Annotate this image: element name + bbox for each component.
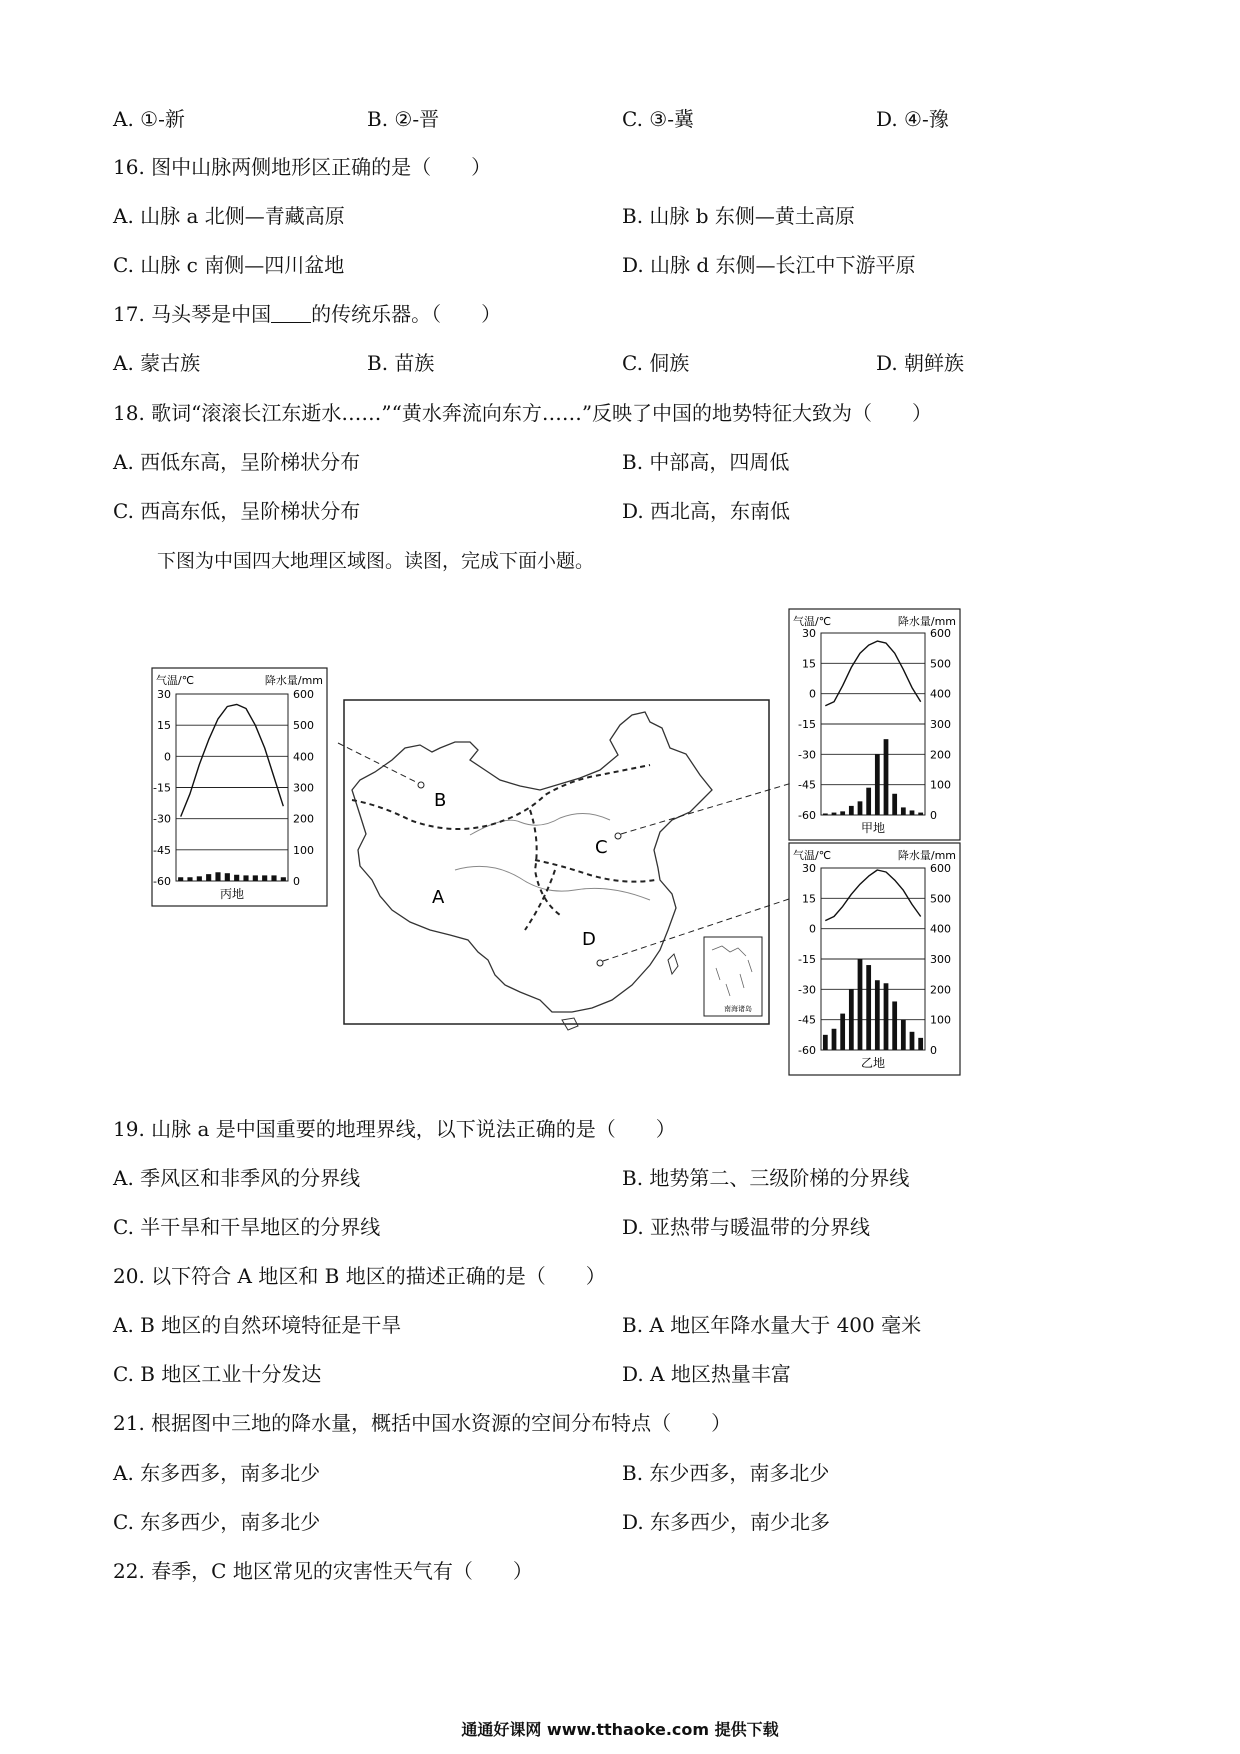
precip-tick-label: 500 <box>293 719 314 733</box>
temp-tick-label: 30 <box>802 862 816 875</box>
precip-bar <box>858 959 863 1050</box>
leader-line-jia <box>621 783 792 834</box>
temp-tick-label: -30 <box>153 812 171 826</box>
leader-line-bing <box>338 743 418 783</box>
temp-tick-label: 15 <box>157 719 171 733</box>
region-label-d: D <box>582 929 596 950</box>
precip-bar <box>910 810 915 815</box>
precip-bar <box>866 965 871 1050</box>
precip-bar <box>892 1001 897 1050</box>
temp-tick-label: 0 <box>809 687 816 701</box>
q17-stem-end: 的传统乐器。（ ） <box>311 302 502 326</box>
precip-bar <box>234 875 239 881</box>
q18-option-a: A. 西低东高，呈阶梯状分布 <box>113 450 361 474</box>
temp-tick-label: -60 <box>153 875 171 888</box>
precip-bar <box>866 788 871 815</box>
precip-bar <box>918 813 923 815</box>
precip-bar <box>262 875 267 881</box>
temp-tick-label: 30 <box>802 627 816 640</box>
precip-bar <box>281 877 286 881</box>
q21-option-b: B. 东少西多，南多北少 <box>622 1461 830 1485</box>
region-label-a: A <box>432 887 445 908</box>
q17-stem-start: 17. 马头琴是中国 <box>113 302 272 326</box>
point-jia <box>615 833 621 839</box>
climate-chart-jia <box>789 609 960 840</box>
precip-bar <box>875 980 880 1050</box>
precip-axis-label: 降水量/mm <box>264 674 323 687</box>
boundary-north-northwest <box>352 765 650 829</box>
climate-chart-bing <box>152 668 327 906</box>
q19-stem: 19. 山脉 a 是中国重要的地理界线，以下说法正确的是（ ） <box>113 1117 676 1141</box>
q17-option-c: C. 侗族 <box>622 351 690 375</box>
q20-stem: 20. 以下符合 A 地区和 B 地区的描述正确的是（ ） <box>113 1264 606 1288</box>
precip-tick-label: 200 <box>930 748 951 762</box>
precip-bar <box>901 1020 906 1050</box>
temp-tick-label: -15 <box>798 718 816 731</box>
inset-islands <box>712 946 752 996</box>
temp-tick-label: 30 <box>157 688 171 701</box>
q17-option-a: A. 蒙古族 <box>113 351 201 375</box>
temp-tick-label: -15 <box>153 781 171 795</box>
boundary-southwest <box>525 870 555 930</box>
q18-option-d: D. 西北高，东南低 <box>622 499 791 523</box>
precip-tick-label: 600 <box>930 627 951 640</box>
q18-option-c: C. 西高东低，呈阶梯状分布 <box>113 499 361 523</box>
q20-option-a: A. B 地区的自然环境特征是干旱 <box>113 1313 402 1337</box>
precip-bar <box>823 813 828 815</box>
region-label-b: B <box>434 790 447 811</box>
precip-bar <box>892 794 897 815</box>
temp-tick-label: 0 <box>164 750 171 764</box>
taiwan-outline <box>668 954 678 974</box>
q17-option-d: D. 朝鲜族 <box>876 351 965 375</box>
temp-tick-label: -30 <box>798 748 816 762</box>
precip-tick-label: 400 <box>930 687 951 701</box>
temp-curve <box>825 870 920 921</box>
q21-option-c: C. 东多西少，南多北少 <box>113 1510 321 1534</box>
yangtze-river <box>455 866 650 900</box>
temp-tick-label: -60 <box>798 809 816 822</box>
precip-bar <box>271 875 276 881</box>
q15-option-b: B. ②-晋 <box>367 107 440 131</box>
q21-option-a: A. 东多西多，南多北少 <box>113 1461 321 1485</box>
precip-bar <box>187 877 192 881</box>
precip-tick-label: 100 <box>930 778 951 792</box>
precip-axis-label: 降水量/mm <box>897 849 956 862</box>
precip-bar <box>840 811 845 815</box>
point-yi <box>597 960 603 966</box>
inset-label: 南海诸岛 <box>724 1005 752 1013</box>
temp-tick-label: 15 <box>802 657 816 671</box>
precip-tick-label: 600 <box>293 688 314 701</box>
q20-option-c: C. B 地区工业十分发达 <box>113 1362 322 1386</box>
temp-tick-label: -45 <box>153 843 171 857</box>
precip-bar <box>206 874 211 881</box>
temp-tick-label: -30 <box>798 983 816 997</box>
precip-tick-label: 300 <box>930 718 951 731</box>
region-label-c: C <box>595 837 608 858</box>
temp-curve <box>181 704 284 816</box>
temp-curve <box>825 641 920 706</box>
precip-bar <box>215 872 220 881</box>
temp-axis-label: 气温/℃ <box>156 674 195 687</box>
precip-tick-label: 400 <box>293 750 314 764</box>
precip-bar <box>875 754 880 815</box>
q15-option-c: C. ③-冀 <box>622 107 694 131</box>
temp-axis-label: 气温/℃ <box>793 849 832 862</box>
q17-option-b: B. 苗族 <box>367 351 435 375</box>
temp-tick-label: -45 <box>798 778 816 792</box>
q16-option-a: A. 山脉 a 北侧—青藏高原 <box>113 204 345 228</box>
chart-location-name: 丙地 <box>219 887 245 901</box>
precip-bar <box>823 1035 828 1050</box>
precip-tick-label: 500 <box>930 892 951 906</box>
precip-bar <box>918 1038 923 1050</box>
precip-tick-label: 500 <box>930 657 951 671</box>
precip-bar <box>910 1032 915 1050</box>
q19-option-a: A. 季风区和非季风的分界线 <box>113 1166 361 1190</box>
q20-option-b: B. A 地区年降水量大于 400 毫米 <box>622 1313 922 1337</box>
point-bing <box>418 782 424 788</box>
temp-tick-label: 15 <box>802 892 816 906</box>
q16-option-c: C. 山脉 c 南侧—四川盆地 <box>113 253 345 277</box>
temp-tick-label: -45 <box>798 1013 816 1027</box>
figure-intro: 下图为中国四大地理区域图。读图，完成下面小题。 <box>157 550 595 572</box>
precip-bar <box>197 876 202 881</box>
q16-option-b: B. 山脉 b 东侧—黄土高原 <box>622 204 855 228</box>
precip-bar <box>225 873 230 881</box>
q18-option-b: B. 中部高，四周低 <box>622 450 790 474</box>
precip-bar <box>849 806 854 815</box>
precip-tick-label: 600 <box>930 862 951 875</box>
precip-tick-label: 100 <box>930 1013 951 1027</box>
precip-bar <box>840 1014 845 1050</box>
page-footer: 通通好课网 www.tthaoke.com 提供下载 <box>461 1720 779 1739</box>
q21-option-d: D. 东多西少，南少北多 <box>622 1510 831 1534</box>
map-frame <box>344 700 769 1024</box>
precip-tick-label: 100 <box>293 843 314 857</box>
climate-chart-yi <box>789 843 960 1075</box>
precip-bar <box>253 875 258 881</box>
q21-stem: 21. 根据图中三地的降水量，概括中国水资源的空间分布特点（ ） <box>113 1411 732 1435</box>
chart-location-name: 乙地 <box>860 1056 886 1070</box>
precip-tick-label: 0 <box>930 1044 937 1057</box>
precip-bar <box>178 877 183 881</box>
temp-tick-label: -60 <box>798 1044 816 1057</box>
precip-bar <box>849 989 854 1050</box>
precip-bar <box>884 983 889 1050</box>
chart-location-name: 甲地 <box>860 821 886 835</box>
q16-stem: 16. 图中山脉两侧地形区正确的是（ ） <box>113 155 492 179</box>
leader-line-yi <box>603 898 792 961</box>
q18-stem: 18. 歌词“滚滚长江东逝水……”“黄水奔流向东方……”反映了中国的地势特征大致为（ ） <box>113 401 933 425</box>
precip-tick-label: 0 <box>930 809 937 822</box>
q15-option-d: D. ④-豫 <box>876 107 949 131</box>
precip-tick-label: 0 <box>293 875 300 888</box>
boundary-qinling-huaihe <box>535 860 655 882</box>
q16-option-d: D. 山脉 d 东侧—长江中下游平原 <box>622 253 916 277</box>
temp-axis-label: 气温/℃ <box>793 615 832 628</box>
q15-option-a: A. ①-新 <box>113 107 185 131</box>
temp-tick-label: -15 <box>798 953 816 966</box>
precip-bar <box>243 875 248 881</box>
q19-option-b: B. 地势第二、三级阶梯的分界线 <box>622 1166 910 1190</box>
precip-bar <box>901 807 906 815</box>
precip-tick-label: 300 <box>930 953 951 966</box>
china-outline <box>352 712 712 1012</box>
precip-tick-label: 200 <box>293 812 314 826</box>
precip-tick-label: 200 <box>930 983 951 997</box>
q19-option-c: C. 半干旱和干旱地区的分界线 <box>113 1215 381 1239</box>
precip-bar <box>832 1029 837 1050</box>
precip-tick-label: 400 <box>930 922 951 936</box>
precip-bar <box>832 813 837 815</box>
precip-tick-label: 300 <box>293 781 314 795</box>
q19-option-d: D. 亚热带与暖温带的分界线 <box>622 1215 871 1239</box>
precip-bar <box>884 739 889 815</box>
precip-bar <box>858 801 863 815</box>
precip-axis-label: 降水量/mm <box>897 615 956 628</box>
temp-tick-label: 0 <box>809 922 816 936</box>
q22-stem: 22. 春季，C 地区常见的灾害性天气有（ ） <box>113 1559 533 1583</box>
q20-option-d: D. A 地区热量丰富 <box>622 1362 791 1386</box>
